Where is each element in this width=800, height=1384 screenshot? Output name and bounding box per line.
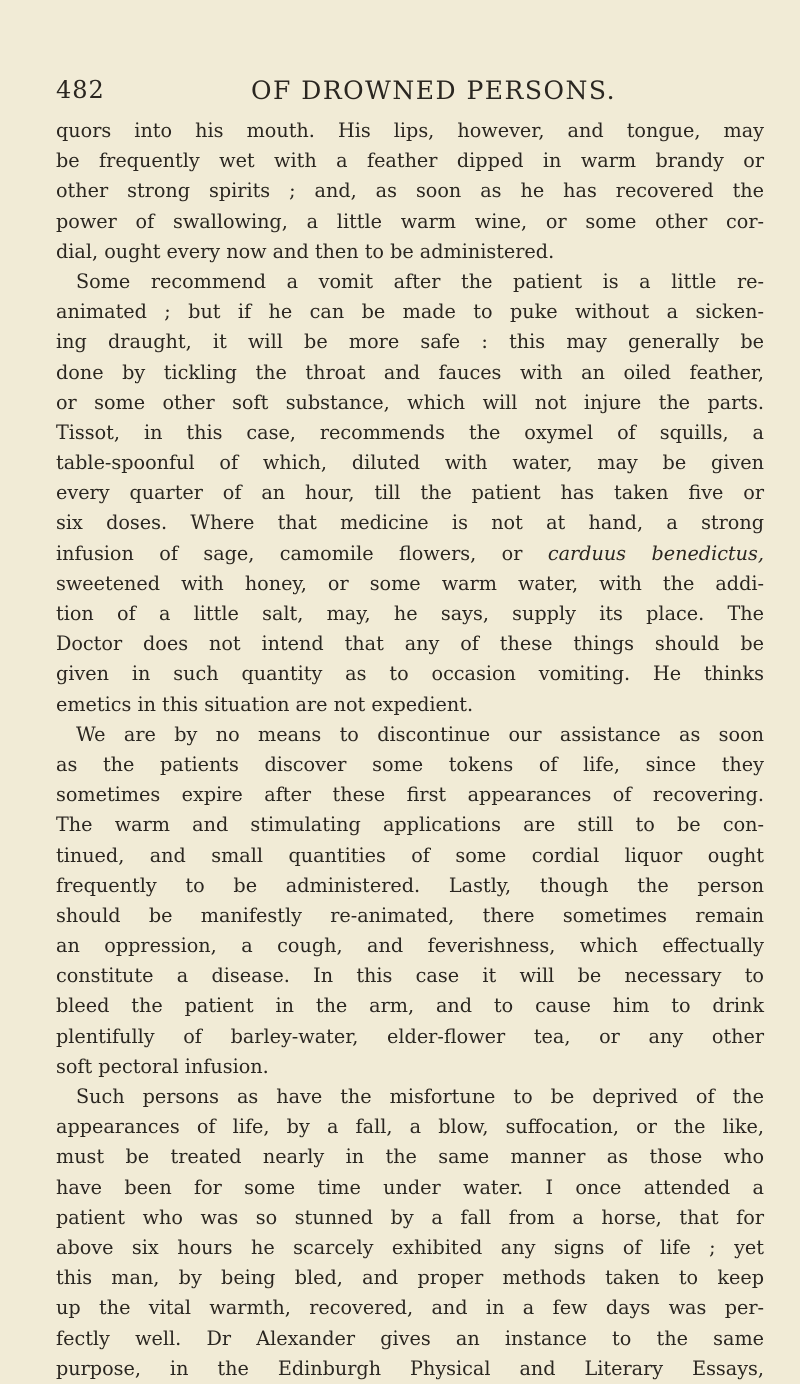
text-line: Doctor does not intend that any of these things should be <box>56 632 764 656</box>
text-line: sweetened with honey, or some warm water, with the addi- <box>56 571 764 595</box>
text-line: The warm and stimulating applications are still to be con- <box>56 813 764 837</box>
text-line: appearances of life, by a fall, a blow, suffocation, or the like, <box>56 1115 764 1139</box>
text-line: We are by no means to discontinue our assistance as soon <box>76 722 764 746</box>
text-line: be frequently wet with a feather dipped in warm brandy or <box>56 149 764 173</box>
text-line-with-italic <box>56 539 764 569</box>
text-line: animated ; but if he can be made to puke without a sicken- <box>56 300 764 324</box>
text-line: must be treated nearly in the same manner as those who <box>56 1145 764 1169</box>
text-segment: infusion of sage, camomile flowers, or <box>56 541 523 565</box>
text-line: power of swallowing, a little warm wine, or some other cor- <box>56 209 764 233</box>
text-line: ing draught, it will be more safe : this may generally be <box>56 330 764 354</box>
text-line: or some other soft substance, which will not injure the parts. <box>56 390 764 414</box>
running-head: OF DROWNED PERSONS. <box>251 76 617 105</box>
text-line: up the vital warmth, recovered, and in a few days was per- <box>56 1296 764 1320</box>
text-line: plentifully of barley-water, elder-flower tea, or any other <box>56 1024 764 1048</box>
text-line: given in such quantity as to occasion vomiting. He thinks <box>56 662 764 686</box>
text-line: soft pectoral infusion. <box>56 1054 269 1078</box>
text-line: dial, ought every now and then to be administered. <box>56 239 555 263</box>
italic-term: carduus benedictus, <box>547 541 764 565</box>
text-line: patient who was so stunned by a fall from a horse, that for <box>56 1205 764 1229</box>
text-line: tion of a little salt, may, he says, supply its place. The <box>56 602 764 625</box>
text-line: fectly well. Dr Alexander gives an instance to the same <box>56 1326 764 1350</box>
text-line: purpose, in the Edinburgh Physical and Literary Essays, <box>56 1356 764 1380</box>
body-text <box>56 116 764 1384</box>
text-line: Some recommend a vomit after the patient is a little re- <box>76 269 764 293</box>
text-line: other strong spirits ; and, as soon as he has recovered the <box>56 179 764 203</box>
text-line: an oppression, a cough, and feverishness, which effectually <box>56 934 764 958</box>
text-line: constitute a disease. In this case it will be necessary to <box>56 964 764 988</box>
text-line: above six hours he scarcely exhibited any signs of life ; yet <box>56 1235 764 1259</box>
page-number: 482 <box>56 76 105 104</box>
text-line: emetics in this situation are not expedient. <box>56 692 474 716</box>
text-line: table-spoonful of which, diluted with water, may be given <box>56 451 764 475</box>
text-line: bleed the patient in the arm, and to cause him to drink <box>56 994 764 1018</box>
text-line: as the patients discover some tokens of life, since they <box>56 752 764 776</box>
text-line: Tissot, in this case, recommends the oxymel of squills, a <box>56 420 764 444</box>
text-line: should be manifestly re-animated, there sometimes remain <box>56 903 764 927</box>
text-line: tinued, and small quantities of some cordial liquor ought <box>56 843 764 867</box>
text-line: Such persons as have the misfortune to be deprived of the <box>76 1085 764 1108</box>
text-line: every quarter of an hour, till the patient has taken five or <box>56 481 764 505</box>
text-line: sometimes expire after these first appearances of recovering. <box>56 783 764 807</box>
text-line: done by tickling the throat and fauces with an oiled feather, <box>56 360 764 384</box>
text-line: frequently to be administered. Lastly, though the person <box>56 873 764 897</box>
page-header <box>56 76 756 112</box>
text-line: have been for some time under water. I once attended a <box>56 1175 764 1199</box>
text-line: this man, by being bled, and proper methods taken to keep <box>56 1266 764 1290</box>
text-line: six doses. Where that medicine is not at hand, a strong <box>56 511 764 535</box>
text-line: quors into his mouth. His lips, however, and tongue, may <box>56 119 764 142</box>
